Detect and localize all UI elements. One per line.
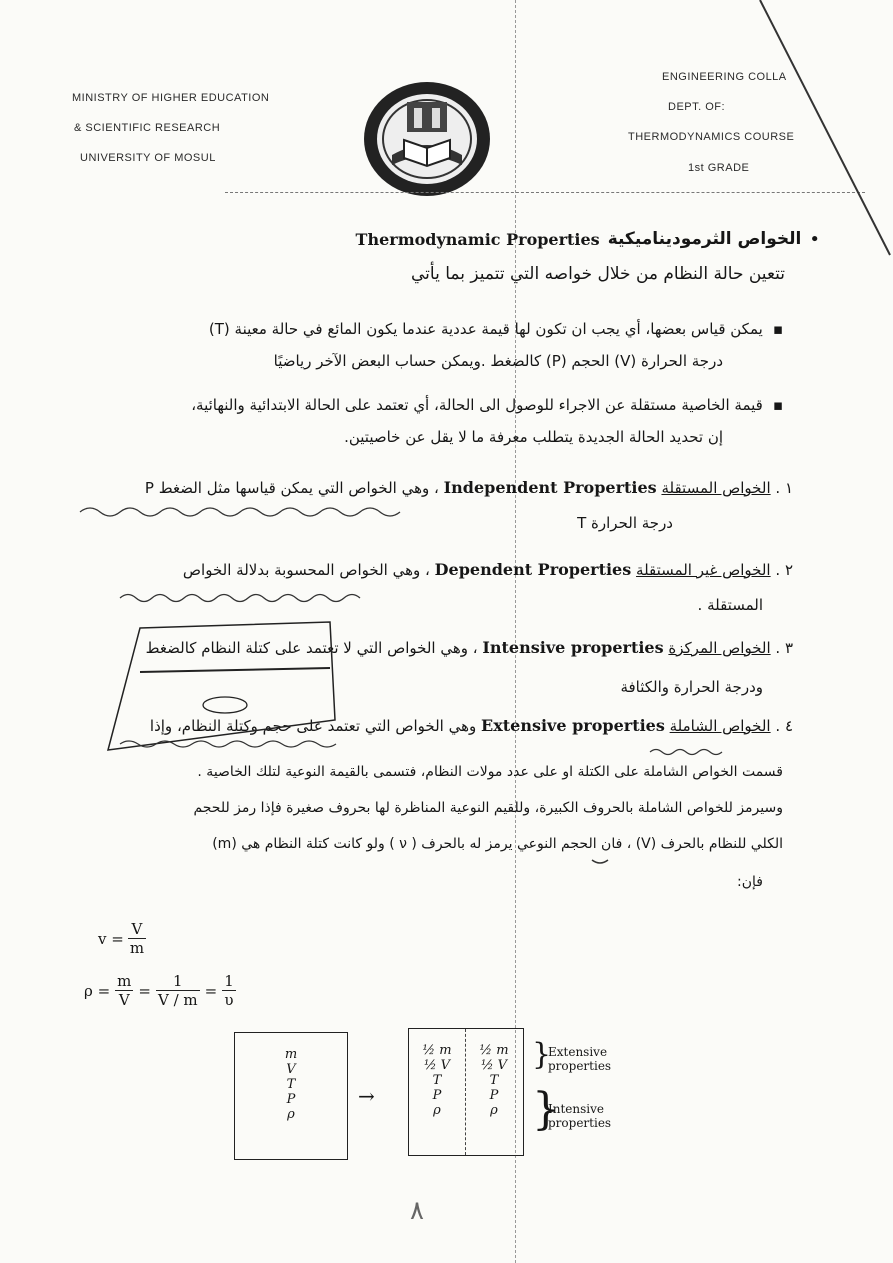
university-seal [362, 80, 492, 198]
equation-specific-volume: v = $\frac{V}{m}$ [98, 920, 145, 957]
item-4-line2: قسمت الخواص الشاملة على الكتلة او على عدد مولات النظام، فتسمى بالقيمة النوعية لتلك الخاصية . [197, 764, 783, 780]
para-line1: وسيرمز للخواص الشاملة بالحروف الكبيرة، وللقيم النوعية المناظرة لها بحروف صغيرة فإذا رمز للحجم [193, 800, 783, 816]
item-1-line2: درجة الحرارة T [577, 514, 673, 532]
fraction-v: $\frac{V}{m}$ [129, 920, 145, 957]
bullet2-line1: ▪قيمة الخاصية مستقلة عن الاجراء للوصول الى الحالة، أي تعتمد على الحالة الابتدائية والنهائية، [191, 396, 783, 414]
bullet1-line2: درجة الحرارة (V) الحجم (P) كالضغط .ويمكن حساب البعض الآخر رياضيًا [273, 352, 723, 370]
bullet-dot: • [809, 228, 820, 250]
brace-intensive: } [532, 1084, 560, 1135]
item-1: ١ . الخواص المستقلة Independent Properties ، وهي الخواص التي يمكن قياسها مثل الضغط P [144, 478, 793, 497]
equation-density: ρ = $\frac{m}{V}$ = $\frac{1}{V / m}$ = $\frac{1}{\upsilon}$ [84, 972, 234, 1009]
para-line2: الكلي للنظام بالحرف (V) ، فان الحجم النوعي يرمز له بالحرف ( ν ) ولو كانت كتلة النظام هي (m) [212, 836, 783, 852]
page-number: ٨ [410, 1196, 424, 1226]
arrow-icon: → [358, 1084, 375, 1108]
header-research: & SCIENTIFIC RESEARCH [74, 122, 221, 134]
header-grade: 1st GRADE [688, 162, 750, 174]
item-3-line2: ودرجة الحرارة والكثافة [620, 678, 763, 696]
label-extensive: Extensive properties [548, 1045, 612, 1073]
intro-line: تتعين حالة النظام من خلال خواصه التي تتميز بما يأتي [411, 264, 785, 284]
header-college: ENGINEERING COLLA [662, 71, 787, 83]
para-line3: فإن: [737, 874, 763, 890]
split-system-box [408, 1028, 524, 1156]
header-dept: DEPT. OF: [668, 101, 726, 113]
header-ministry: MINISTRY OF HIGHER EDUCATION [72, 92, 270, 104]
system-box: m V T P ρ [234, 1032, 348, 1160]
split-right-column: ½ m ½ V T P ρ [479, 1043, 509, 1118]
brace-extensive: } [532, 1037, 552, 1072]
header-course: THERMODYNAMICS COURSE [628, 131, 795, 143]
item-3: ٣ . الخواص المركزة Intensive properties ، وهي الخواص التي لا تعتمد على كتلة النظام كالضغط [145, 638, 793, 657]
split-left-column: ½ m ½ V T P ρ [422, 1043, 452, 1118]
item-4: ٤ . الخواص الشاملة Extensive properties وهي الخواص التي تعتمد على حجم وكتلة النظام، وإذا [149, 716, 793, 735]
item-2: ٢ . الخواص غير المستقلة Dependent Properties ، وهي الخواص المحسوبة بدلالة الخواص [182, 560, 793, 579]
title-arabic: الخواص الثرموديناميكية [607, 229, 802, 249]
title-english: Thermodynamic Properties [355, 229, 600, 249]
header-university: UNIVERSITY OF MOSUL [80, 152, 216, 164]
label-intensive: Intensive properties [548, 1102, 612, 1130]
bullet2-line2: إن تحديد الحالة الجديدة يتطلب معرفة ما لا يقل عن خاصيتين. [344, 428, 723, 446]
bullet1-line1: ▪يمكن قياس بعضها، أي يجب ان تكون لها قيمة عددية عندما يكون المائع في حالة معينة (T) [208, 320, 783, 338]
page-edge-line [750, 0, 893, 260]
item-2-line2: المستقلة . [697, 596, 763, 614]
section-title [350, 226, 820, 252]
